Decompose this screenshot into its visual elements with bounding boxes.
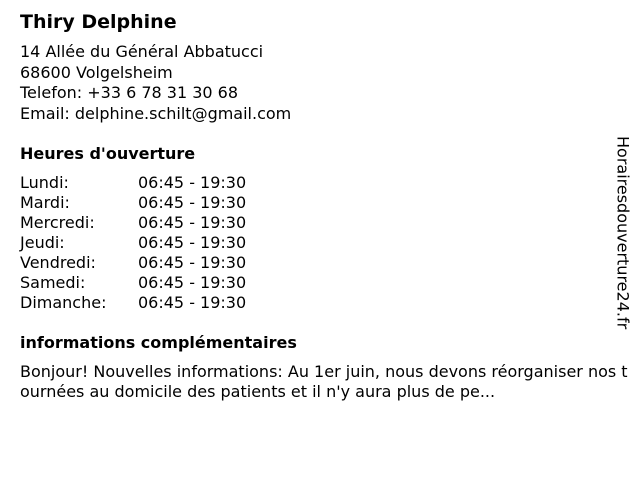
hours-time: 06:45 - 19:30	[138, 213, 247, 232]
additional-info-title: informations complémentaires	[20, 333, 297, 352]
hours-row	[20, 173, 632, 193]
business-name: Thiry Delphine	[20, 11, 177, 33]
hours-day: Dimanche:	[20, 293, 107, 312]
city-line: 68600 Volgelsheim	[20, 62, 173, 82]
hours-day: Lundi:	[20, 173, 69, 192]
hours-time: 06:45 - 19:30	[138, 293, 247, 312]
hours-row	[20, 233, 632, 253]
hours-time: 06:45 - 19:30	[138, 173, 247, 192]
site-watermark	[603, 136, 640, 346]
hours-day: Vendredi:	[20, 253, 96, 272]
hours-time: 06:45 - 19:30	[138, 253, 247, 272]
hours-time: 06:45 - 19:30	[138, 233, 247, 252]
phone-line[interactable]: Telefon: +33 6 78 31 30 68	[20, 83, 239, 102]
business-card	[20, 10, 632, 402]
hours-row	[20, 193, 632, 213]
street-address: 14 Allée du Général Abbatucci	[20, 42, 264, 61]
hours-day: Mardi:	[20, 193, 70, 212]
hours-day: Mercredi:	[20, 213, 95, 232]
hours-day: Jeudi:	[20, 233, 65, 252]
hours-time: 06:45 - 19:30	[138, 273, 247, 292]
opening-hours-table	[20, 173, 632, 313]
hours-day: Samedi:	[20, 273, 86, 292]
hours-row	[20, 253, 632, 273]
additional-info-text: Bonjour! Nouvelles informations: Au 1er juin, nous devons réorganiser nos tournées au domicile des patients et il n'y aura plus de pe...	[20, 362, 628, 401]
hours-row	[20, 293, 632, 313]
opening-hours-title: Heures d'ouverture	[20, 144, 196, 163]
hours-time: 06:45 - 19:30	[138, 193, 247, 212]
email-line[interactable]: Email: delphine.schilt@gmail.com	[20, 103, 292, 123]
hours-row	[20, 213, 632, 233]
watermark-text: Horairesdouverture24.fr	[613, 136, 633, 330]
hours-row	[20, 273, 632, 293]
